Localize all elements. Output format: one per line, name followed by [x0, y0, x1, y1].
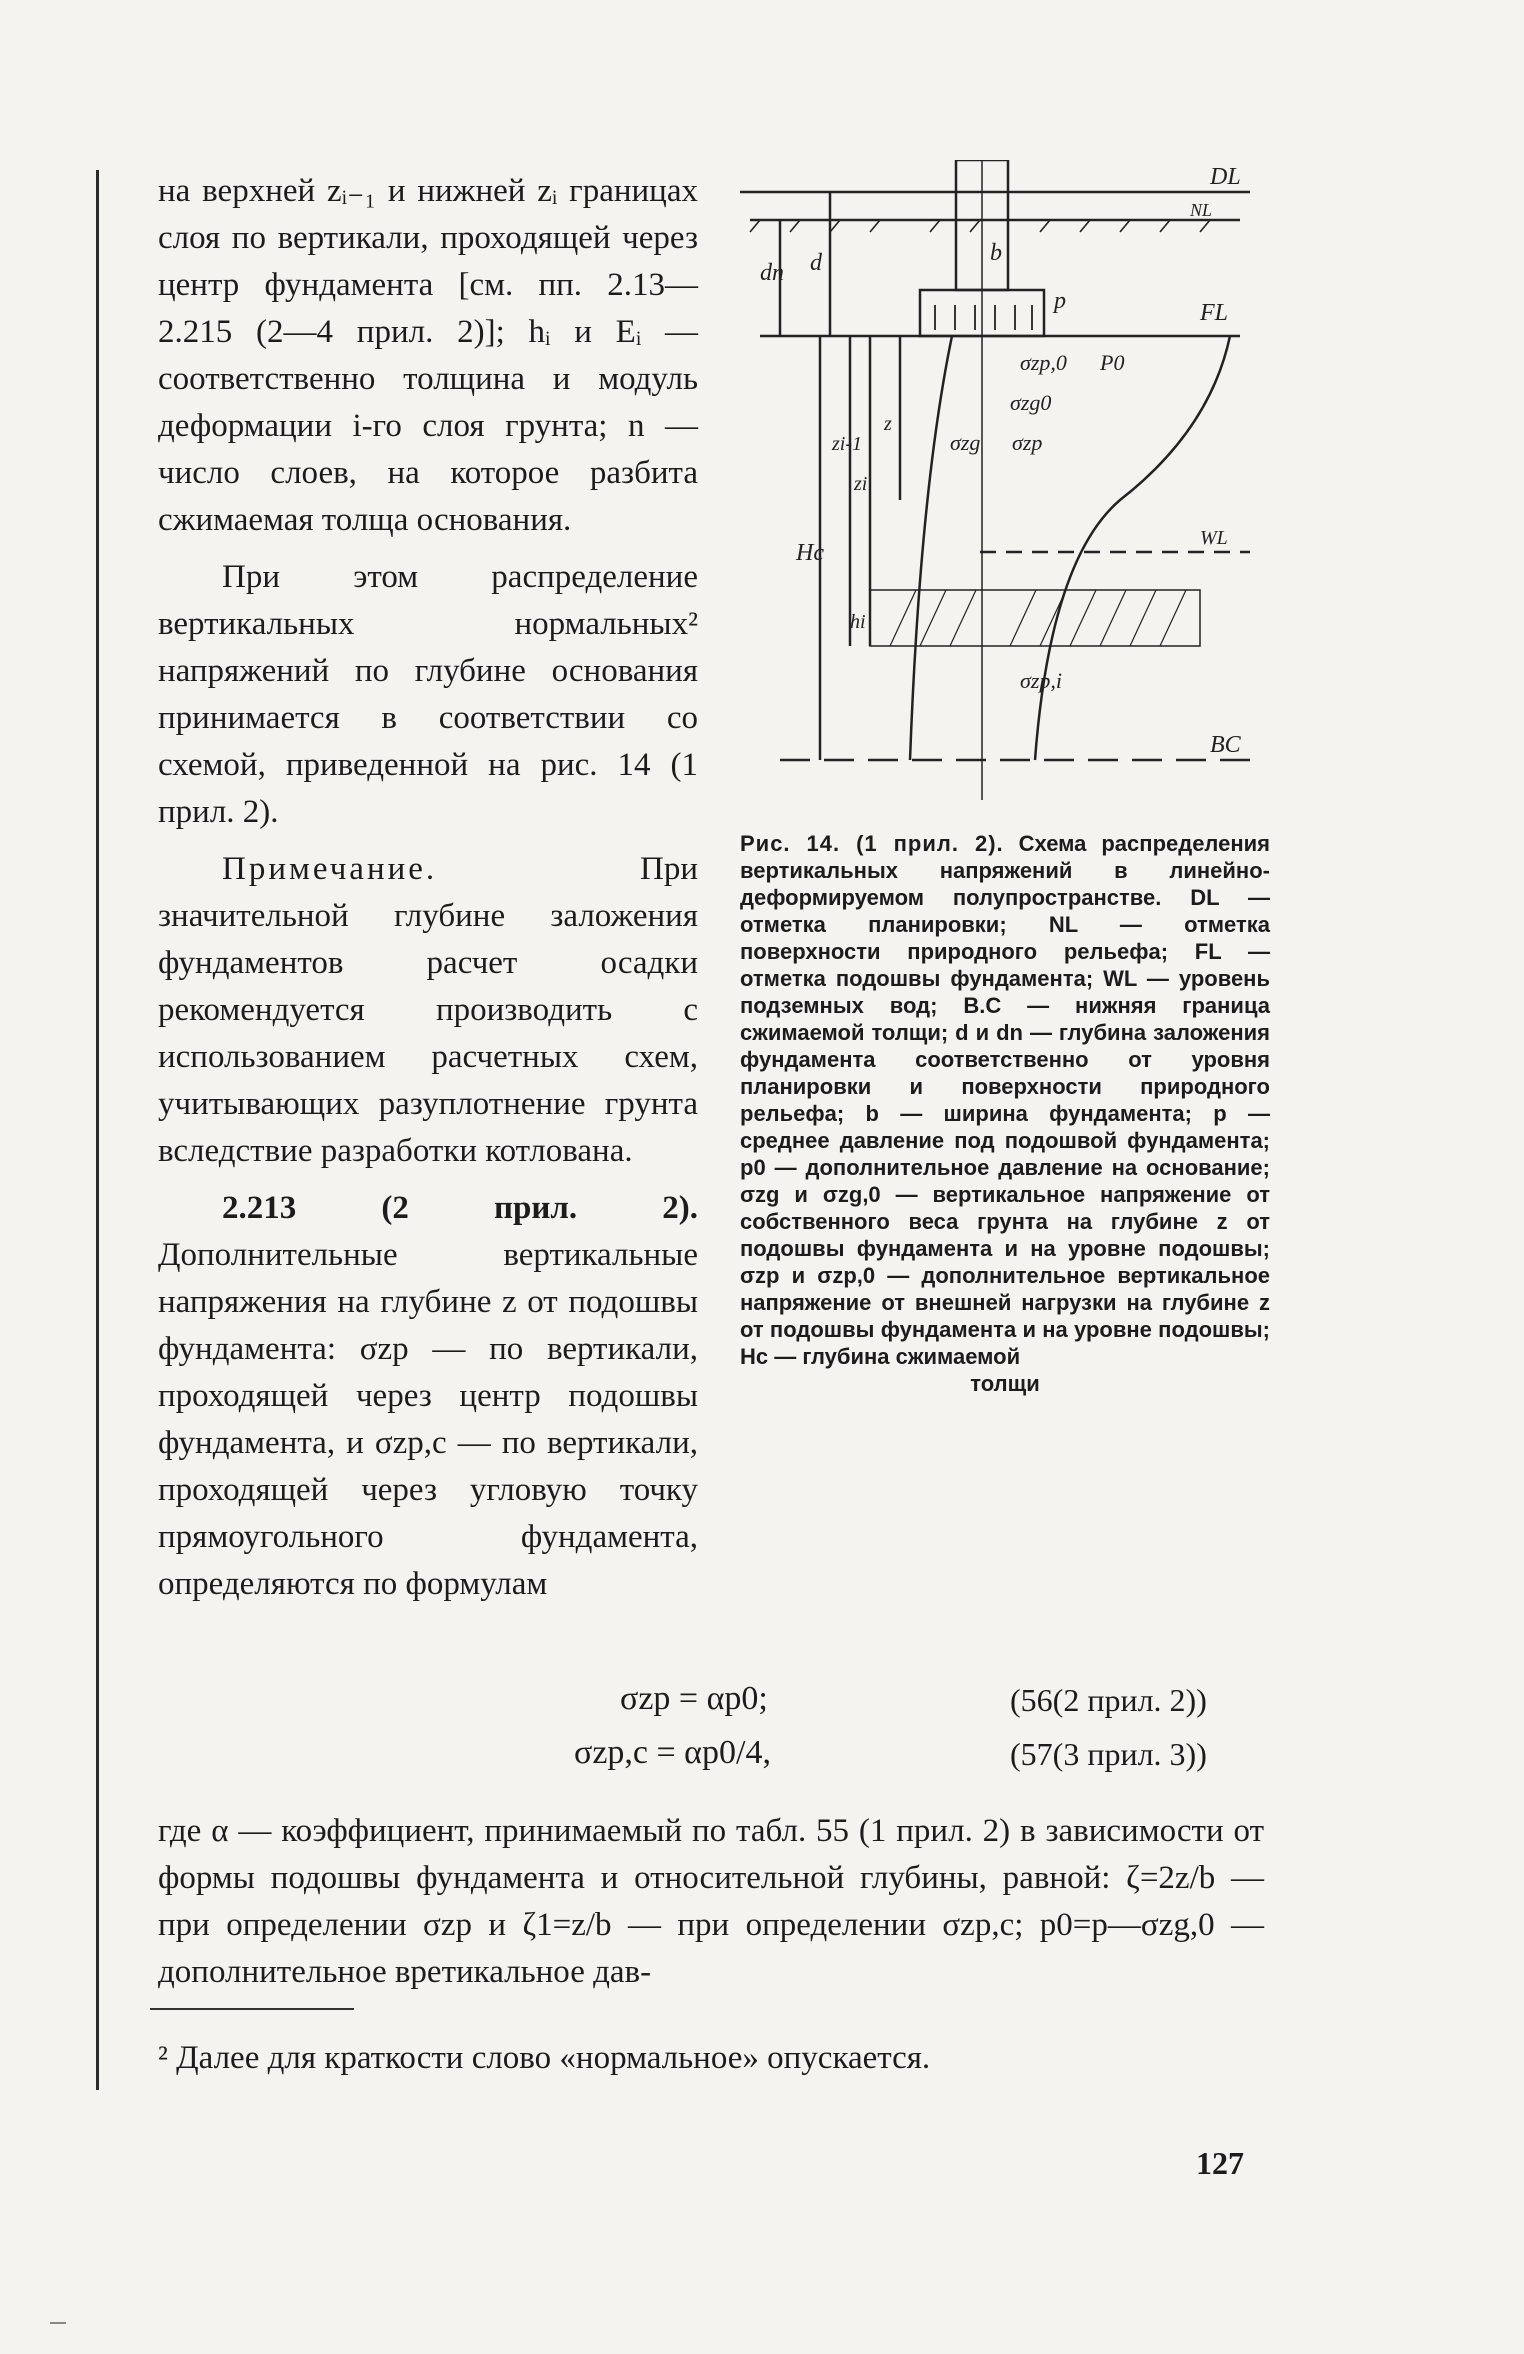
formula-56-number: (56(2 прил. 2))	[1010, 1682, 1207, 1718]
caption-tail: толщи	[970, 1371, 1040, 1396]
label-b: b	[990, 240, 1002, 266]
label-dn: dn	[760, 260, 784, 286]
formula-56: σzp = αp0;	[620, 1680, 768, 1717]
note-label: Примечание.	[222, 851, 438, 887]
label-dl: DL	[1210, 164, 1241, 190]
figure-caption	[740, 830, 1270, 1397]
label-szp0: σzp,0	[1020, 350, 1067, 375]
layer-hatching	[890, 590, 1186, 646]
pressure-arrows	[935, 305, 1032, 330]
paragraph-alpha-definition: где α — коэффициент, принимаемый по табл. 55 (1 прил. 2) в зависимости от формы подошвы фундамента и относительной глубины, равной: ζ=2z/b — при определении σzp и ζ1=z/b — при определении σzp,c; p0=p—σzg,0 — дополнительное вретикальное дав-	[158, 1813, 1264, 1990]
label-z: z	[884, 413, 892, 435]
label-hc: Hc	[796, 540, 824, 566]
page-number: 127	[1196, 2145, 1244, 2181]
label-wl: WL	[1200, 527, 1228, 549]
stress-distribution-figure	[720, 160, 1280, 810]
label-fl: FL	[1200, 300, 1229, 326]
formula-57: σzp,c = αp0/4,	[574, 1734, 771, 1771]
paragraph-layer-bounds: на верхней zᵢ₋₁ и нижней zᵢ границах слоя по вертикали, проходящей через центр фундамента [см. пп. 2.13—2.215 (2—4 прил. 2)]; hᵢ и Eᵢ — соответственно толщина и модуль деформации i-го слоя грунта; n — число слоев, на которое разбита сжимаемая толща основания.	[158, 173, 698, 538]
label-zi: zi	[854, 473, 868, 495]
clause-number: 2.213 (2 прил. 2).	[222, 1190, 698, 1226]
scan-mark	[50, 2322, 66, 2324]
ground-hatching	[750, 220, 1210, 232]
paragraph-note	[158, 846, 698, 1175]
paragraph-2-213	[158, 1185, 698, 1608]
formula-57-number: (57(3 прил. 3))	[1010, 1736, 1207, 1772]
label-p: p	[1054, 288, 1066, 314]
footnote-rule	[150, 2008, 354, 2010]
margin-rule	[96, 170, 99, 2090]
label-szg: σzg	[950, 430, 981, 455]
label-d: d	[810, 250, 822, 276]
caption-body: Схема распределения вертикальных напряжений в линейно-деформируемом полупространстве. DL — отметка планировки; NL — отметка поверхности природного рельефа; FL — отметка подошвы фундамента; WL — уровень подземных вод; B.C — нижняя граница сжимаемой толщи; d и dn — глубина заложения фундамента соответственно от уровня планировки и поверхности природного рельефа; b — ширина фундамента; p — среднее давление под подошвой фундамента; p0 — дополнительное давление на основание; σzg и σzg,0 — вертикальное напряжение от собственного веса грунта на глубине z от подошвы фундамента и на уровне подошвы; σzp и σzp,0 — дополнительное вертикальное напряжение от внешней нагрузки на глубине z от подошвы фундамента и на уровне подошвы; Hc — глубина сжимаемой	[740, 831, 1271, 1369]
label-bc: BC	[1210, 732, 1241, 758]
caption-head: Рис. 14. (1 прил. 2).	[740, 831, 1004, 856]
label-szg0: σzg0	[1010, 390, 1052, 415]
footnote: ² Далее для краткости слово «нормальное» опускается.	[158, 2040, 931, 2076]
clause-text: Дополнительные вертикальные напряжения на глубине z от подошвы фундамента: σzp — по вертикали, проходящей через центр подошвы фундамента, и σzp,c — по вертикали, проходящей через угловую точку прямоугольного фундамента, определяются по формулам	[158, 1237, 698, 1602]
label-p0: P0	[1100, 350, 1125, 375]
note-text: При значительной глубине заложения фундаментов расчет осадки рекомендуется производить с использованием расчетных схем, учитывающих разуплотнение грунта вследствие разработки котлована.	[158, 851, 698, 1169]
label-hi: hi	[850, 611, 866, 633]
label-zi1: zi-1	[832, 433, 862, 455]
szg-curve	[910, 336, 952, 760]
left-column	[158, 168, 698, 1618]
paragraph-stress-distribution: При этом распределение вертикальных нормальных² напряжений по глубине основания принимается в соответствии со схемой, приведенной на рис. 14 (1 прил. 2).	[158, 559, 698, 830]
label-szpi: σzp,i	[1020, 668, 1063, 693]
label-nl: NL	[1190, 200, 1213, 220]
label-szp: σzp	[1012, 430, 1043, 455]
